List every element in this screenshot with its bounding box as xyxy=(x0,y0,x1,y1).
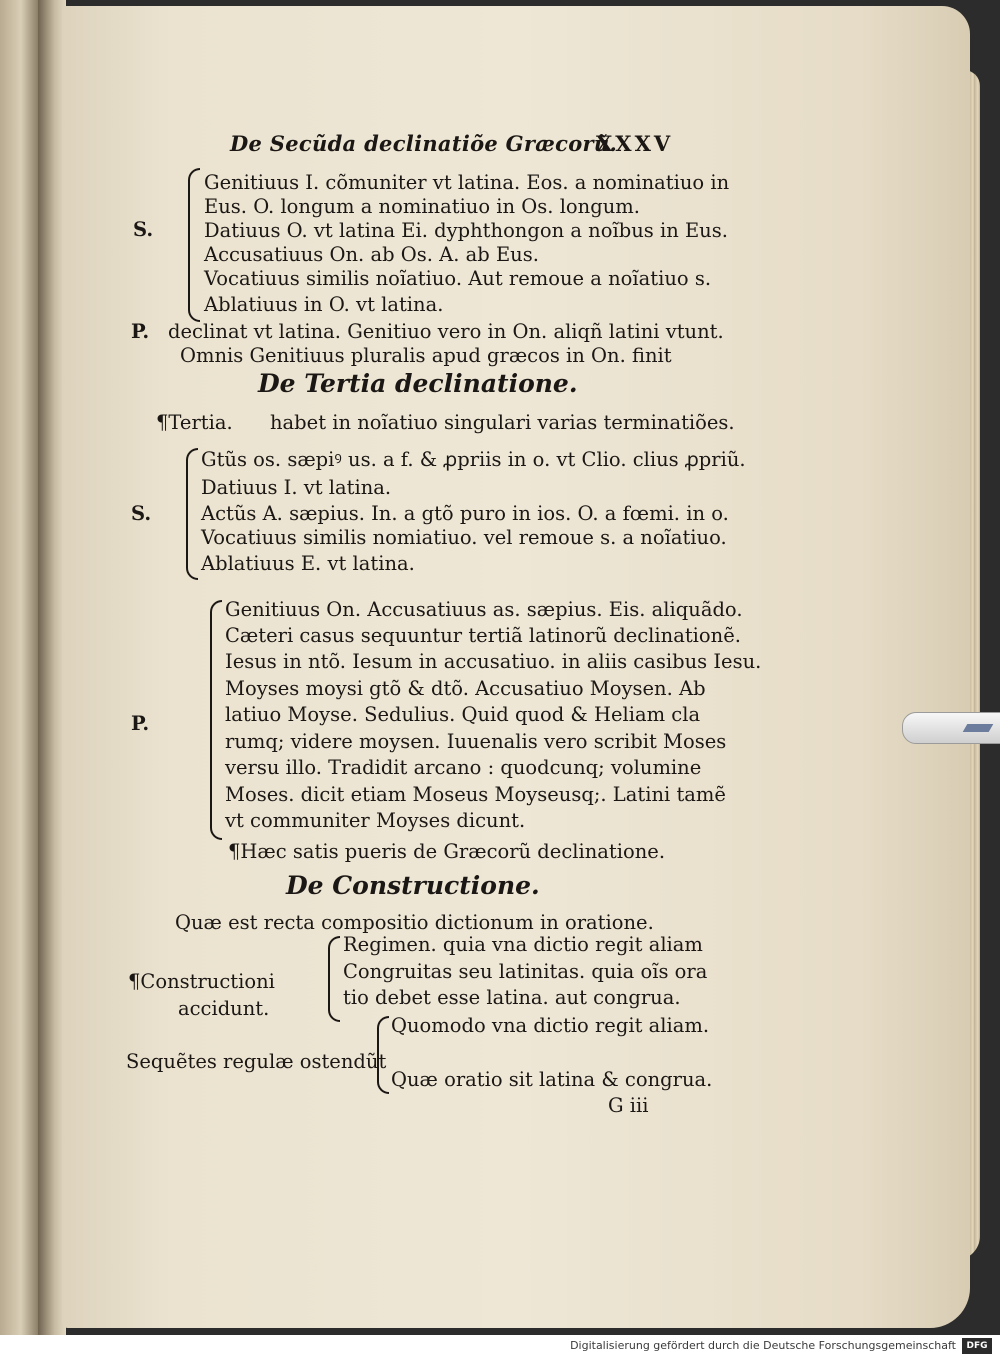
plural-line: Moyses moysi gtõ & dtõ. Accusatiuo Moysen. Ab xyxy=(225,677,706,700)
plural-line: Moses. dicit etiam Moseus Moyseusq;. Latini tamẽ xyxy=(225,783,726,806)
case-line: Ablatiuus in O. vt latina. xyxy=(204,293,444,316)
funding-credit: Digitalisierung gefördert durch die Deutsche Forschungsgemeinschaft xyxy=(570,1339,956,1352)
brace-line: tio debet esse latina. aut congrua. xyxy=(343,986,681,1009)
section-heading: De Tertia declinatione. xyxy=(258,369,578,398)
rule-line: Quæ oratio sit latina & congrua. xyxy=(391,1068,713,1091)
plural-line: latiuo Moyse. Sedulius. Quid quod & Heliam cla xyxy=(225,703,701,726)
case-line: Datiuus I. vt latina. xyxy=(201,476,392,499)
brace-rules xyxy=(377,1016,389,1094)
singular-label: S. xyxy=(133,218,154,241)
folio-number: XXXV xyxy=(596,131,674,156)
brace-singular-2 xyxy=(186,448,198,580)
facing-page-edge xyxy=(0,0,38,1335)
definition-line: Quæ est recta compositio dictionum in oratione. xyxy=(175,911,654,934)
plural-line: declinat vt latina. Genitiuo vero in On. aliqñ latini vtunt. xyxy=(168,320,724,343)
plural-line: Genitiuus On. Accusatiuus as. sæpius. Eis. aliquãdo. xyxy=(225,598,743,621)
plural-line: Omnis Genitiuus pluralis apud græcos in On. finit xyxy=(180,344,672,367)
plural-line: Iesus in ntõ. Iesum in accusatiuo. in aliis casibus Iesu. xyxy=(225,650,762,673)
case-line: Accusatiuus On. ab Os. A. ab Eus. xyxy=(204,243,539,266)
footer-bar xyxy=(0,1335,1000,1359)
case-line: Vocatiuus similis noĩatiuo. Aut remoue a noĩatiuo s. xyxy=(204,267,712,290)
plural-label: P. xyxy=(131,712,150,735)
section-heading: De Constructione. xyxy=(286,871,540,900)
plural-line: rumq; videre moysen. Iuuenalis vero scribit Moses xyxy=(225,730,727,753)
paragraph-label: ¶Tertia. xyxy=(156,411,233,434)
singular-label: S. xyxy=(131,502,152,525)
rules-label: Sequẽtes regulæ ostendũt xyxy=(126,1050,387,1073)
case-line: Gtũs os. sæpiꝰ us. a f. & ꝓpriis in o. vt Clio. clius ꝓpriũ. xyxy=(201,448,746,471)
brace-singular-1 xyxy=(188,168,200,322)
dfg-logo: DFG xyxy=(962,1338,992,1354)
case-line: Datiuus O. vt latina Ei. dyphthongon a noĩbus in Eus. xyxy=(204,219,728,242)
plural-line: vt communiter Moyses dicunt. xyxy=(225,809,526,832)
intro-text: habet in noĩatiuo singulari varias terminatiões. xyxy=(270,411,735,434)
brace-line: Regimen. quia vna dictio regit aliam xyxy=(343,933,703,956)
brace-accidents xyxy=(328,936,340,1022)
running-title: De Secũda declinatiõe Græcorũ. xyxy=(230,131,618,156)
closing-line: ¶Hæc satis pueris de Græcorũ declinatione. xyxy=(228,840,666,863)
case-line: Ablatiuus E. vt latina. xyxy=(201,552,415,575)
case-line: Genitiuus I. cõmuniter vt latina. Eos. a nominatiuo in xyxy=(204,171,730,194)
plural-line: Cæteri casus sequuntur tertiã latinorũ declinationẽ. xyxy=(225,624,741,647)
plural-line: versu illo. Tradidit arcano : quodcunq; volumine xyxy=(225,756,702,779)
case-line: Actũs A. sæpius. In. a gtõ puro in ios. O. a fœmi. in o. xyxy=(201,502,729,525)
plural-label: P. xyxy=(131,320,150,343)
paragraph-label: accidunt. xyxy=(178,997,270,1020)
case-line: Vocatiuus similis nomiatiuo. vel remoue s. a noĩatiuo. xyxy=(201,526,727,549)
paragraph-label: ¶Constructioni xyxy=(128,970,275,993)
brace-line: Congruitas seu latinitas. quia oĩs ora xyxy=(343,960,708,983)
bookmark-tip xyxy=(963,724,994,732)
rule-line: Quomodo vna dictio regit aliam. xyxy=(391,1014,710,1037)
case-line: Eus. O. longum a nominatiuo in Os. longum. xyxy=(204,195,640,218)
brace-plural-2 xyxy=(210,600,222,840)
signature-mark: G iii xyxy=(608,1094,649,1117)
